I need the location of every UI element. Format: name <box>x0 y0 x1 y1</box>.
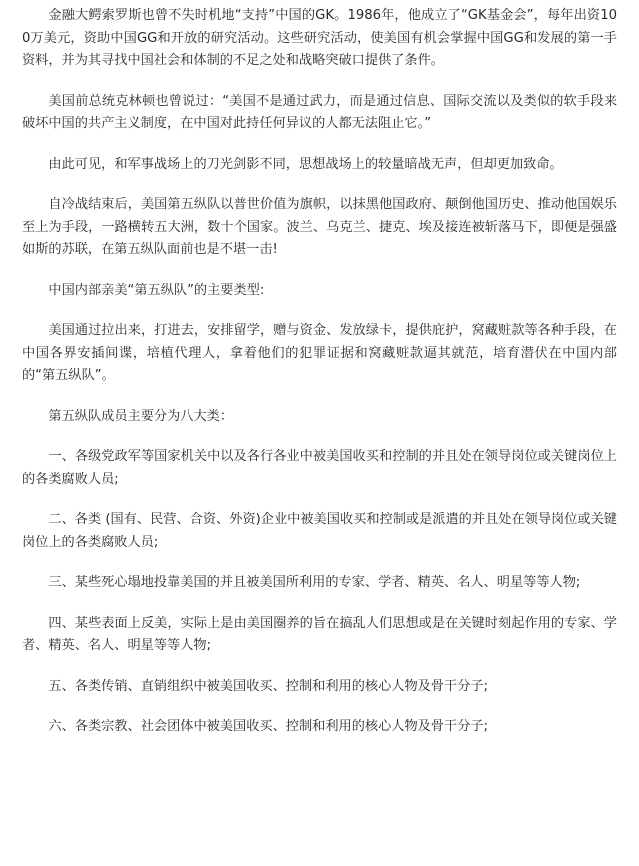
list-item-category-4: 四、某些表面上反美，实际上是由美国圈养的旨在搞乱人们思想或是在关键时刻起作用的专家、学者、精英、名人、明星等等人物; <box>22 615 617 653</box>
paragraph-post-cold-war: 自冷战结束后，美国第五纵队以普世价值为旗帜，以抹黑他国政府、颠倒他国历史、推动他国娱乐至上为手段，一路横转五大洲，数十个国家。波兰、乌克兰、捷克、埃及接连被斩落马下，即便是强盛如斯的苏联，在第五纵队面前也是不堪一击! <box>22 197 617 257</box>
paragraph-clinton-quote: 美国前总统克林顿也曾说过：“美国不是通过武力，而是通过信息、国际交流以及类似的软手段来破坏中国的共产主义制度，在中国对此持任何异议的人都无法阻止它。” <box>22 93 617 131</box>
list-item-category-6: 六、各类宗教、社会团体中被美国收买、控制和利用的核心人物及骨干分子; <box>48 719 489 734</box>
list-item-category-1: 一、各级党政军等国家机关中以及各行各业中被美国收买和控制的并且处在领导岗位或关键岗位上的各类腐败人员; <box>22 449 617 487</box>
paragraph-eight-categories-intro: 第五纵队成员主要分为八大类： <box>48 408 234 424</box>
paragraph-methods: 美国通过拉出来，打进去，安排留学，赠与资金、发放绿卡，提供庇护，窝藏赃款等各种手段，在中国各界安插间谍，培植代理人，拿着他们的犯罪证据和窝藏赃款逼其就范，培育潜伏在中国内部的“第五纵队”。 <box>22 323 617 383</box>
paragraph-section-heading: 中国内部亲美“第五纵队”的主要类型: <box>48 282 265 298</box>
list-item-category-3: 三、某些死心塌地投靠美国的并且被美国所利用的专家、学者、精英、名人、明星等等人物; <box>48 575 581 590</box>
article-body <box>22 5 617 757</box>
list-item-category-5: 五、各类传销、直销组织中被美国收买、控制和利用的核心人物及骨干分子; <box>48 678 489 694</box>
paragraph-soros-gk-fund: 金融大鳄索罗斯也曾不失时机地“支持”中国的GK。1986年，他成立了“GK基金会”，每年出资100万美元，资助中国GG和开放的研究活动。这些研究活动，使美国有机会掌握中国GG和发展的第一手资料，并为其寻找中国社会和体制的不足之处和战略突破口提供了条件。 <box>22 8 617 68</box>
list-item-category-2: 二、各类 (国有、民营、合资、外资)企业中被美国收买和控制或是派遣的并且处在领导岗位或关键岗位上的各类腐败人员; <box>22 512 617 550</box>
paragraph-ideological-battle: 由此可见，和军事战场上的刀光剑影不同，思想战场上的较量暗战无声，但却更加致命。 <box>48 156 563 172</box>
